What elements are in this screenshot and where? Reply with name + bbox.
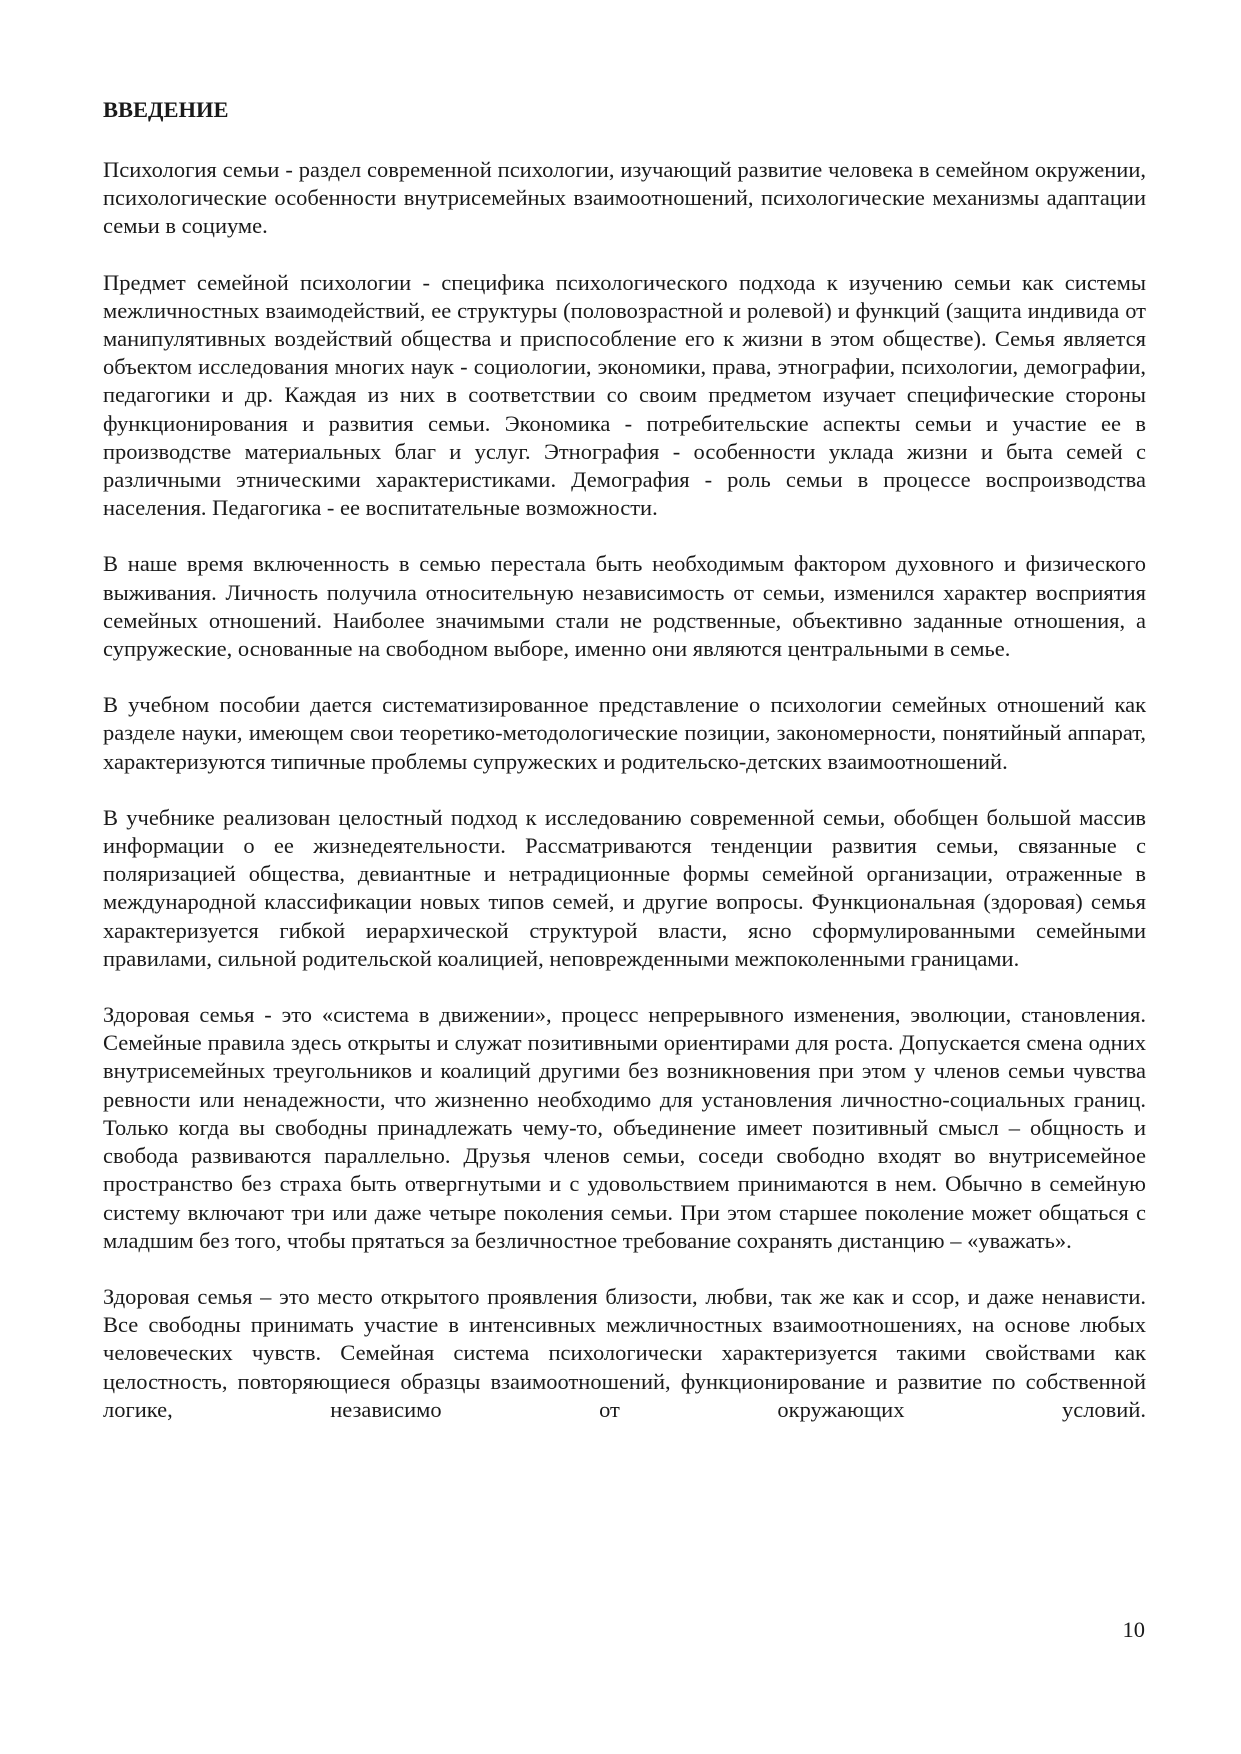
paragraph-definition: Психология семьи - раздел современной психологии, изучающий развитие человека в семейном окружении, психологические особенности внутрисемейных взаимоотношений, психологические механизмы адаптации семьи в социуме.	[103, 157, 1146, 239]
page-number: 10	[1122, 1617, 1145, 1642]
paragraph-textbook-overview: В учебном пособии дается систематизированное представление о психологии семейных отношений как разделе науки, имеющем свои теоретико-методологические позиции, закономерности, понятийный аппарат, характеризуются типичные проблемы супружеских и родительско-детских взаимоотношений.	[103, 692, 1146, 774]
section-heading: ВВЕДЕНИЕ	[103, 97, 229, 122]
document-body	[103, 96, 1146, 1424]
paragraph-textbook-approach: В учебнике реализован целостный подход к исследованию современной семьи, обобщен большой массив информации о ее жизнедеятельности. Рассматриваются тенденции развития семьи, связанные с поляризацией общества, девиантные и нетрадиционные формы семейной организации, отраженные в международной классификации новых типов семей, и другие вопросы. Функциональная (здоровая) семья характеризуется гибкой иерархической структурой власти, ясно сформулированными семейными правилами, сильной родительской коалицией, неповрежденными межпоколенными границами.	[103, 804, 1146, 971]
paragraph-healthy-family-system: Здоровая семья - это «система в движении», процесс непрерывного изменения, эволюции, становления. Семейные правила здесь открыты и служат позитивными ориентирами для роста. Допускается смена одних внутрисемейных треугольников и коалиций другими без возникновения при этом у членов семьи чувства ревности или ненадежности, что жизненно необходимо для установления личностно-социальных границ. Только когда вы свободны принадлежать чему-то, объединение имеет позитивный смысл – общность и свобода развиваются параллельно. Друзья членов семьи, соседи свободно входят во внутрисемейное пространство без страха быть отвергнутыми и с удовольствием принимаются в нем. Обычно в семейную систему включают три или даже четыре поколения семьи. При этом старшее поколение может общаться с младшим без того, чтобы прятаться за безличностное требование сохранять дистанцию – «уважать».	[103, 1002, 1146, 1253]
paragraph-healthy-family-intimacy: Здоровая семья – это место открытого проявления близости, любви, так же как и ссор, и даже ненависти. Все свободны принимать участие в интенсивных межличностных взаимоотношениях, на основе любых человеческих чувств. Семейная система психологически характеризуется такими свойствами как целостность, повторяющиеся образцы взаимоотношений, функционирование и развитие по собственной логике, независимо от окружающих условий.	[103, 1283, 1146, 1422]
paragraph-modern-times: В наше время включенность в семью перестала быть необходимым фактором духовного и физического выживания. Личность получила относительную независимость от семьи, изменился характер восприятия семейных отношений. Наиболее значимыми стали не родственные, объективно заданные отношения, а супружеские, основанные на свободном выборе, именно они являются центральными в семье.	[103, 551, 1146, 662]
paragraph-subject: Предмет семейной психологии - специфика психологического подхода к изучению семьи как системы межличностных взаимодействий, ее структуры (половозрастной и ролевой) и функций (защита индивида от манипулятивных воздействий общества и приспособление его к жизни в этом обществе). Семья является объектом исследования многих наук - социологии, экономики, права, этнографии, психологии, демографии, педагогики и др. Каждая из них в соответствии со своим предметом изучает специфические стороны функционирования и развития семьи. Экономика - потребительские аспекты семьи и участие ее в производстве материальных благ и услуг. Этнография - особенности уклада жизни и быта семей с различными этническими характеристиками. Демография - роль семьи в процессе воспроизводства населения. Педагогика - ее воспитательные возможности.	[103, 269, 1146, 521]
